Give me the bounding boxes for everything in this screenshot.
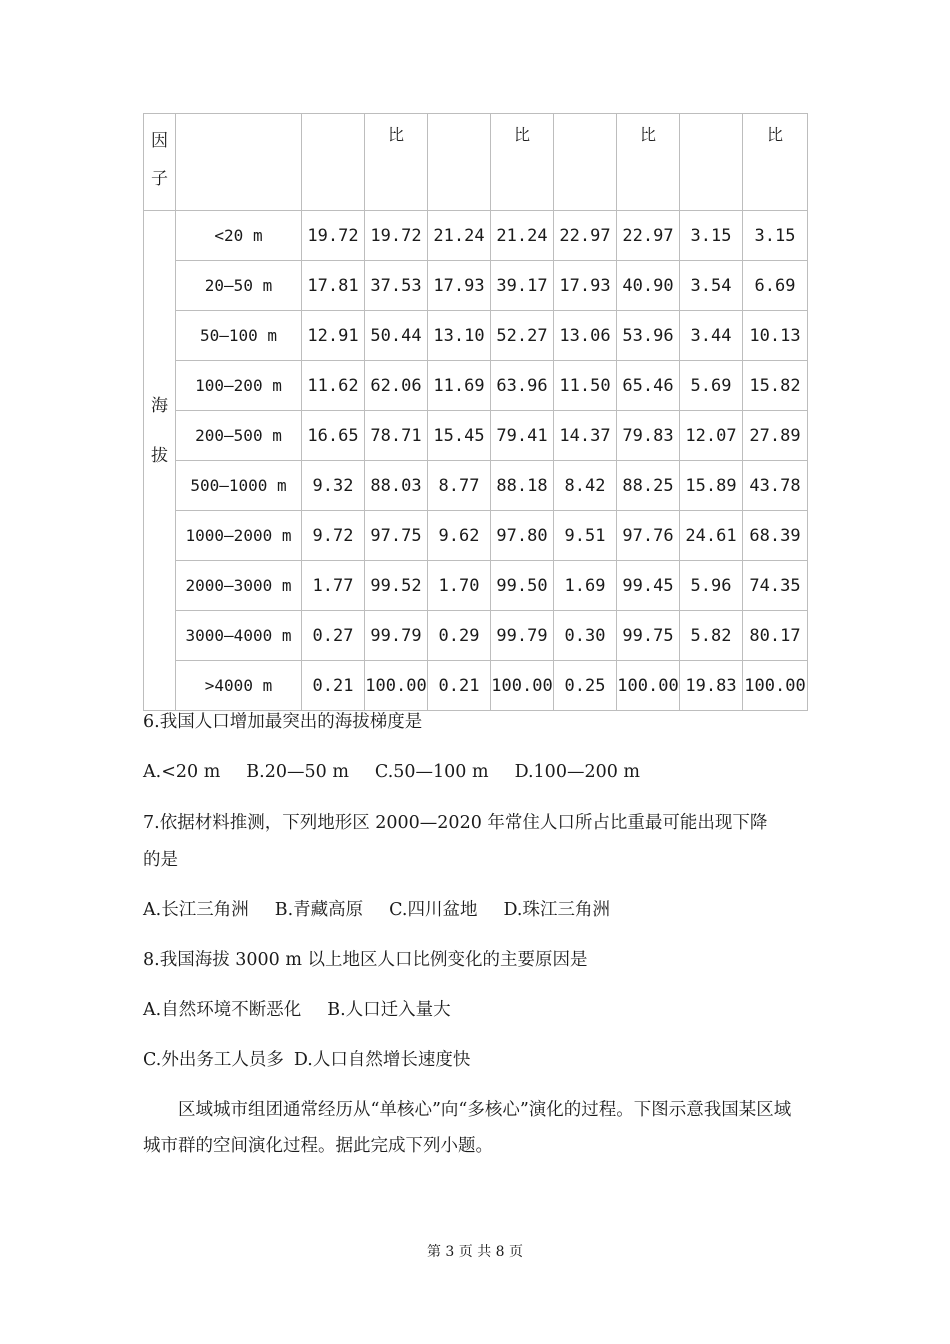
header-ratio-cell: 比 — [365, 114, 428, 211]
header-ratio-cell: 比 — [617, 114, 680, 211]
value-cell: 78.71 — [365, 411, 428, 461]
option-b: B.20—50 m — [246, 762, 349, 782]
factor-char: 子 — [151, 169, 168, 189]
option-d: D.人口自然增长速度快 — [293, 1050, 471, 1070]
value-cell: 1.77 — [302, 561, 365, 611]
altitude-label-char: 拔 — [151, 446, 168, 466]
value-cell: 99.79 — [365, 611, 428, 661]
option-b: B.人口迁入量大 — [327, 1000, 451, 1020]
value-cell: 79.83 — [617, 411, 680, 461]
value-cell: 74.35 — [743, 561, 808, 611]
value-cell: 14.37 — [554, 411, 617, 461]
value-cell: 19.72 — [365, 211, 428, 261]
option-a: A.长江三角洲 — [143, 900, 249, 920]
value-cell: 11.50 — [554, 361, 617, 411]
option-d: D.珠江三角洲 — [503, 900, 610, 920]
header-blank-cell — [428, 114, 491, 211]
value-cell: 5.82 — [680, 611, 743, 661]
value-cell: 19.83 — [680, 661, 743, 711]
value-cell: 0.27 — [302, 611, 365, 661]
header-blank-cell — [176, 114, 302, 211]
value-cell: 6.69 — [743, 261, 808, 311]
altitude-population-table — [143, 113, 808, 711]
question-stem: 7.依据材料推测，下列地形区 2000—2020 年常住人口所占比重最可能出现下降 — [143, 813, 768, 833]
altitude-range-cell: 3000—4000 m — [176, 611, 302, 661]
header-blank-cell — [554, 114, 617, 211]
option-c: C.外出务工人员多 — [143, 1050, 284, 1070]
value-cell: 9.72 — [302, 511, 365, 561]
value-cell: 21.24 — [428, 211, 491, 261]
value-cell: 15.45 — [428, 411, 491, 461]
value-cell: 97.76 — [617, 511, 680, 561]
value-cell: 9.62 — [428, 511, 491, 561]
factor-header-cell — [144, 114, 176, 211]
table-row — [144, 411, 808, 461]
intro-paragraph: 区域城市组团通常经历从“单核心”向“多核心”演化的过程。下图示意我国某区域城市群的空间演化过程。据此完成下列小题。 — [143, 1100, 792, 1156]
question-stem-continued: 的是 — [143, 850, 178, 870]
value-cell: 53.96 — [617, 311, 680, 361]
table-row — [144, 561, 808, 611]
value-cell: 8.42 — [554, 461, 617, 511]
table-row — [144, 361, 808, 411]
question-8-options-row2 — [143, 1048, 496, 1073]
value-cell: 52.27 — [491, 311, 554, 361]
option-a: A.<20 m — [143, 762, 221, 782]
value-cell: 40.90 — [617, 261, 680, 311]
page-footer: 第 3 页 共 8 页 — [426, 1244, 524, 1260]
value-cell: 10.13 — [743, 311, 808, 361]
altitude-group-label — [144, 211, 176, 711]
altitude-range-cell: 2000—3000 m — [176, 561, 302, 611]
value-cell: 3.44 — [680, 311, 743, 361]
altitude-range-cell: <20 m — [176, 211, 302, 261]
table-row — [144, 461, 808, 511]
altitude-range-cell: 100—200 m — [176, 361, 302, 411]
value-cell: 100.00 — [365, 661, 428, 711]
question-7-continued — [143, 848, 178, 873]
value-cell: 24.61 — [680, 511, 743, 561]
value-cell: 19.72 — [302, 211, 365, 261]
value-cell: 15.82 — [743, 361, 808, 411]
value-cell: 65.46 — [617, 361, 680, 411]
altitude-range-cell: >4000 m — [176, 661, 302, 711]
question-8-options-row1 — [143, 998, 477, 1023]
value-cell: 99.50 — [491, 561, 554, 611]
value-cell: 100.00 — [743, 661, 808, 711]
value-cell: 5.69 — [680, 361, 743, 411]
altitude-label-char: 海 — [151, 396, 168, 416]
question-6 — [143, 710, 422, 735]
value-cell: 27.89 — [743, 411, 808, 461]
value-cell: 3.15 — [680, 211, 743, 261]
value-cell: 80.17 — [743, 611, 808, 661]
value-cell: 5.96 — [680, 561, 743, 611]
value-cell: 100.00 — [617, 661, 680, 711]
value-cell: 17.81 — [302, 261, 365, 311]
value-cell: 17.93 — [554, 261, 617, 311]
question-6-options — [143, 760, 666, 785]
header-blank-cell — [302, 114, 365, 211]
value-cell: 21.24 — [491, 211, 554, 261]
option-c: C.50—100 m — [374, 762, 489, 782]
value-cell: 63.96 — [491, 361, 554, 411]
value-cell: 0.25 — [554, 661, 617, 711]
value-cell: 1.70 — [428, 561, 491, 611]
value-cell: 99.75 — [617, 611, 680, 661]
question-stem: 8.我国海拔 3000 m 以上地区人口比例变化的主要原因是 — [143, 950, 588, 970]
value-cell: 11.69 — [428, 361, 491, 411]
header-blank-cell — [680, 114, 743, 211]
value-cell: 97.75 — [365, 511, 428, 561]
value-cell: 8.77 — [428, 461, 491, 511]
value-cell: 0.29 — [428, 611, 491, 661]
value-cell: 3.15 — [743, 211, 808, 261]
table-row — [144, 661, 808, 711]
table-row — [144, 211, 808, 261]
value-cell: 15.89 — [680, 461, 743, 511]
table-row — [144, 311, 808, 361]
value-cell: 88.18 — [491, 461, 554, 511]
value-cell: 43.78 — [743, 461, 808, 511]
question-7 — [143, 811, 767, 836]
value-cell: 39.17 — [491, 261, 554, 311]
altitude-range-cell: 500—1000 m — [176, 461, 302, 511]
value-cell: 100.00 — [491, 661, 554, 711]
question-8 — [143, 948, 588, 973]
option-a: A.自然环境不断恶化 — [143, 1000, 302, 1020]
value-cell: 1.69 — [554, 561, 617, 611]
value-cell: 17.93 — [428, 261, 491, 311]
altitude-range-cell: 50—100 m — [176, 311, 302, 361]
value-cell: 13.06 — [554, 311, 617, 361]
value-cell: 0.30 — [554, 611, 617, 661]
altitude-range-cell: 200—500 m — [176, 411, 302, 461]
table-row — [144, 611, 808, 661]
value-cell: 0.21 — [302, 661, 365, 711]
value-cell: 50.44 — [365, 311, 428, 361]
value-cell: 88.03 — [365, 461, 428, 511]
value-cell: 97.80 — [491, 511, 554, 561]
value-cell: 37.53 — [365, 261, 428, 311]
value-cell: 68.39 — [743, 511, 808, 561]
table-header-row — [144, 114, 808, 211]
value-cell: 22.97 — [554, 211, 617, 261]
value-cell: 12.91 — [302, 311, 365, 361]
value-cell: 9.32 — [302, 461, 365, 511]
factor-char: 因 — [151, 131, 168, 151]
altitude-range-cell: 1000—2000 m — [176, 511, 302, 561]
value-cell: 62.06 — [365, 361, 428, 411]
value-cell: 13.10 — [428, 311, 491, 361]
option-b: B.青藏高原 — [274, 900, 364, 920]
value-cell: 88.25 — [617, 461, 680, 511]
value-cell: 16.65 — [302, 411, 365, 461]
value-cell: 12.07 — [680, 411, 743, 461]
question-stem: 6.我国人口增加最突出的海拔梯度是 — [143, 712, 423, 732]
altitude-range-cell: 20—50 m — [176, 261, 302, 311]
value-cell: 22.97 — [617, 211, 680, 261]
value-cell: 9.51 — [554, 511, 617, 561]
value-cell: 99.52 — [365, 561, 428, 611]
header-ratio-cell: 比 — [743, 114, 808, 211]
option-c: C.四川盆地 — [389, 900, 478, 920]
value-cell: 99.79 — [491, 611, 554, 661]
table-row — [144, 511, 808, 561]
question-7-options — [143, 898, 636, 923]
value-cell: 11.62 — [302, 361, 365, 411]
value-cell: 3.54 — [680, 261, 743, 311]
value-cell: 0.21 — [428, 661, 491, 711]
value-cell: 79.41 — [491, 411, 554, 461]
table-row — [144, 261, 808, 311]
header-ratio-cell: 比 — [491, 114, 554, 211]
option-d: D.100—200 m — [514, 762, 641, 782]
value-cell: 99.45 — [617, 561, 680, 611]
